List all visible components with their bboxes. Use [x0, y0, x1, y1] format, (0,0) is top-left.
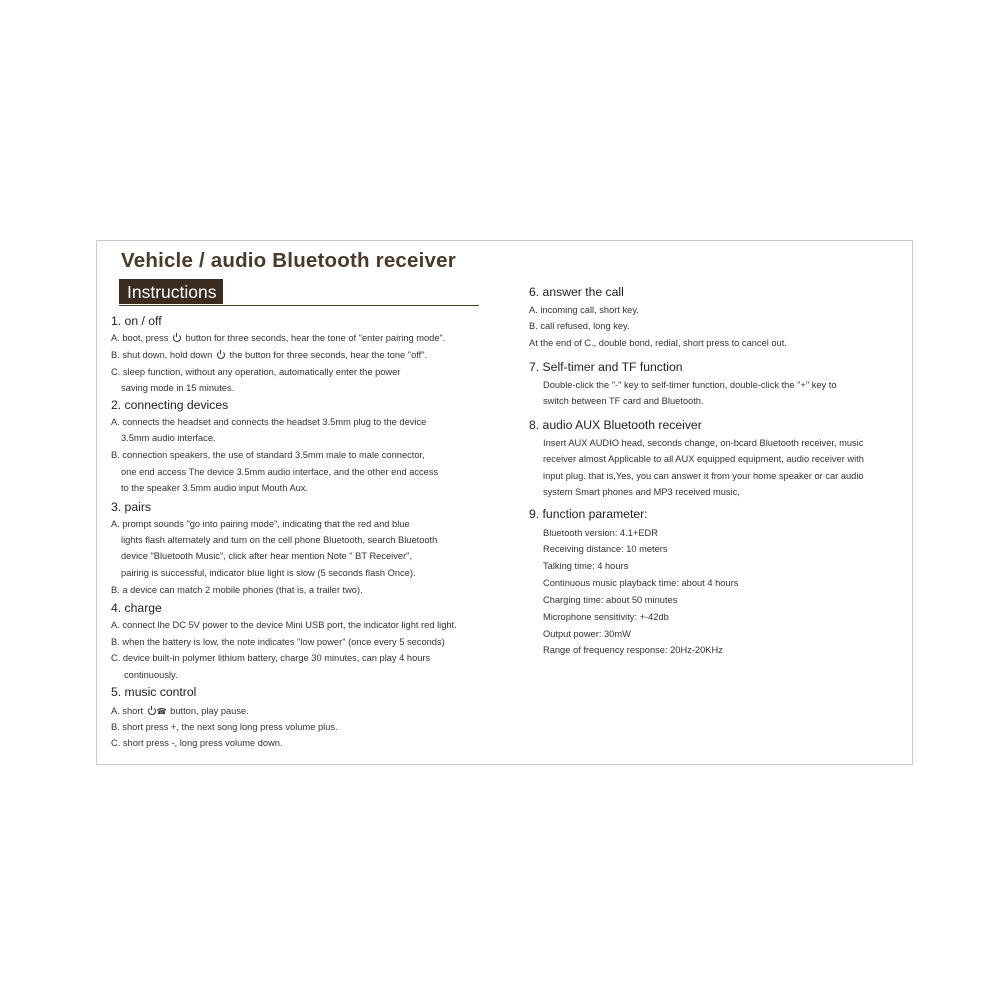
instruction-line: Double-click the "-" key to self-timer function, double-click the "+" key to	[543, 380, 837, 390]
instruction-line: Talking time: 4 hours	[543, 561, 629, 571]
instruction-line: pairing is successful, indicator blue light is slow (5 seconds flash Once).	[121, 568, 416, 578]
instruction-line: receiver almost Applicable to all AUX equipped equipment, audio receiver with	[543, 454, 864, 464]
instruction-line: lights flash alternately and turn on the cell phone Bluetooth, search Bluetooth	[121, 535, 438, 545]
instruction-line: C. short press -, long press volume down.	[111, 738, 283, 748]
instruction-line: A. connects the headset and connects the headset 3.5mm plug to the device	[111, 417, 427, 427]
instruction-line: B. short press +, the next song long press volume plus.	[111, 722, 338, 732]
instruction-line: B. call refused, long key.	[529, 321, 630, 331]
instruction-line: continuously.	[124, 670, 178, 680]
instruction-line: B. connection speakers, the use of standard 3.5mm male to male connector,	[111, 450, 425, 460]
instruction-line: C. device built-in polymer lithium battery, charge 30 minutes, can play 4 hours	[111, 653, 431, 663]
section-heading: 9. function parameter:	[529, 507, 648, 521]
section-heading: 2. connecting devices	[111, 398, 229, 412]
instruction-line: switch between TF card and Bluetooth.	[543, 396, 704, 406]
instruction-card	[96, 240, 913, 765]
instruction-line: device "Bluetooth Music", click after hear mention Note " BT Receiver",	[121, 551, 413, 561]
instruction-line: B. a device can match 2 mobile phones (that is, a trailer two).	[111, 585, 363, 595]
section-heading: 7. Self-timer and TF function	[529, 360, 683, 374]
power-icon	[171, 333, 183, 343]
section-heading: 1. on / off	[111, 314, 162, 328]
instruction-line: Insert AUX AUDIO head, seconds change, on-bcard Bluetooth receiver, music	[543, 438, 864, 448]
power-icon	[215, 350, 227, 360]
instruction-line: B. shut down, hold down the button for three seconds, hear the tone "off".	[111, 350, 428, 360]
instruction-line: A. connect lhe DC 5V power to the device Mini USB port, the indicator light red light.	[111, 620, 457, 630]
instruction-line: input plug. that is,Yes, you can answer it from your home speaker or car audio	[543, 471, 864, 481]
section-heading: 4. charge	[111, 601, 162, 615]
instruction-line: Continuous music playback time: about 4 hours	[543, 578, 739, 588]
section-heading: 3. pairs	[111, 500, 151, 514]
instruction-line: system Smart phones and MP3 received music,	[543, 487, 740, 497]
instructions-banner: Instructions	[119, 279, 223, 304]
instruction-line: At the end of C., double bond, redial, short press to cancel out.	[529, 338, 787, 348]
section-heading: 5. music control	[111, 685, 197, 699]
instruction-line: A. prompt sounds "go into pairing mode", indicating that the red and blue	[111, 519, 410, 529]
instruction-line: A. short ☎ button, play pause.	[111, 706, 249, 716]
section-heading: 8. audio AUX Bluetooth receiver	[529, 418, 702, 432]
instruction-line: B. when the battery is low, the note indicates "low power" (once every 5 seconds)	[111, 637, 445, 647]
instruction-line: to the speaker 3.5mm audio input Mouth Aux.	[121, 483, 309, 493]
instruction-line: Range of frequency response: 20Hz-20KHz	[543, 645, 723, 655]
instruction-line: one end access The device 3.5mm audio interface, and the other end access	[121, 467, 439, 477]
instruction-line: A. incoming call, short key.	[529, 305, 639, 315]
section-heading: 6. answer the call	[529, 285, 624, 299]
instruction-line: 3.5mm audio interface.	[121, 433, 216, 443]
instruction-line: Receiving distance: 10 meters	[543, 544, 668, 554]
title-rule	[119, 305, 479, 306]
instruction-line: Microphone sensitivity: +-42db	[543, 612, 669, 622]
instruction-line: saving mode in 15 minutes.	[121, 383, 235, 393]
instruction-line: Output power: 30mW	[543, 629, 631, 639]
instruction-line: Charging time: about 50 minutes	[543, 595, 678, 605]
instruction-line: A. boot, press button for three seconds, hear the tone of "enter pairing mode".	[111, 333, 446, 343]
document-title: Vehicle / audio Bluetooth receiver	[121, 249, 456, 272]
instruction-line: C. sleep function, without any operation, automatically enter the power	[111, 367, 401, 377]
instruction-line: Bluetooth version: 4.1+EDR	[543, 528, 658, 538]
power-phone-icon: ☎	[146, 706, 168, 716]
